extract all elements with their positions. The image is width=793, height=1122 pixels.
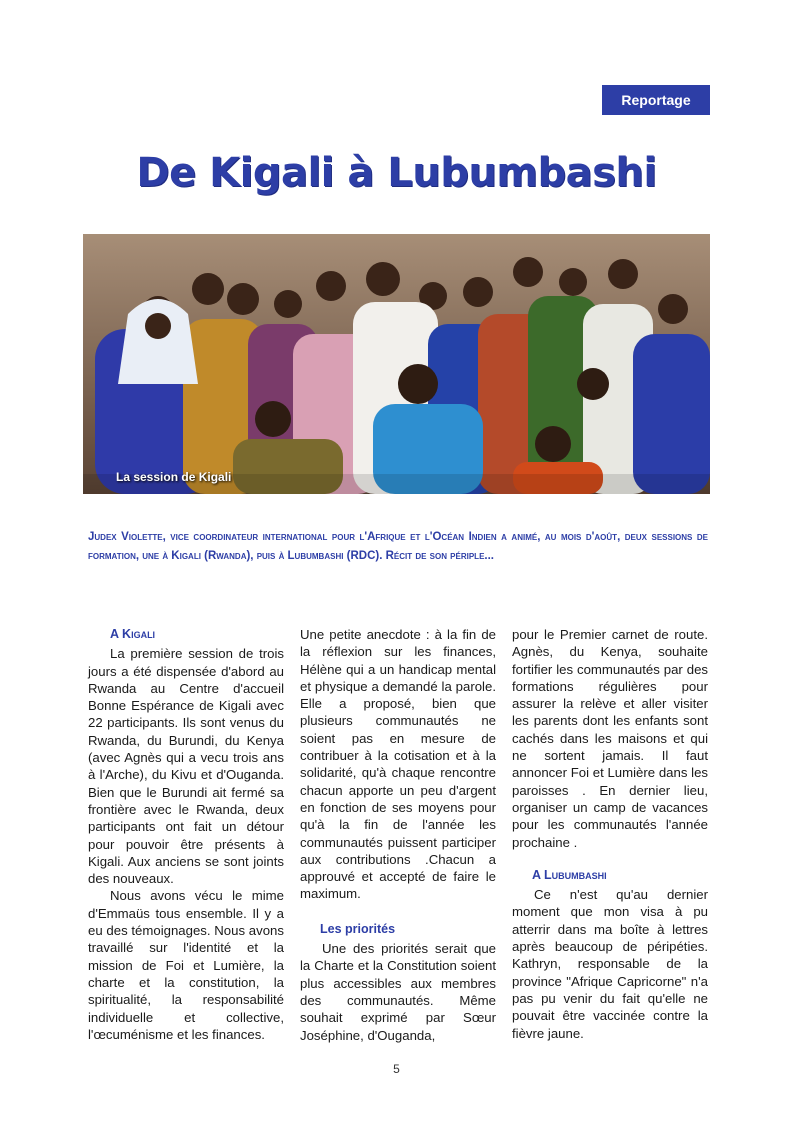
paragraph: pour le Premier carnet de route. Agnès, du Kenya, souhaite fortifier les communautés par des formations régulières pour assurer la relève et aller visiter les parents dont les enfants sont cachés dans les maisons et qui ne sortent jamais. Il faut annoncer Foi et Lumière dans les paroisses . En dernier lieu, organiser un camp de vacances pour les communautés l'année prochaine . [512, 627, 708, 850]
paragraph: Une des priorités serait que la Charte et la Constitution soient plus accessibles aux membres des communautés. Même souhait exprimé par Sœur Joséphine, d'Ouganda, [300, 941, 496, 1043]
section-heading-priorities: Les priorités [320, 921, 396, 936]
paragraph: Ce n'est qu'au dernier moment que mon visa à pu atterrir dans ma boîte à lettres après beaucoup de péripéties. Kathryn, responsable de la province "Afrique Capricorne" n'a pas pu venir du fait qu'elle ne pouvait être vaccinée contre la fièvre jaune. [512, 887, 708, 1041]
column-3 [512, 626, 708, 1042]
article-intro: Judex Violette, vice coordinateur international pour l'Afrique et l'Océan Indien a animé, au mois d'août, deux sessions de formation, une à Kigali (Rwanda), puis à Lubumbashi (RDC). Récit de son périple... [88, 531, 708, 562]
photo-caption: La session de Kigali [116, 470, 232, 484]
page-number: 5 [393, 1062, 400, 1076]
section-heading-lubumbashi: A Lubumbashi [532, 867, 607, 882]
column-1 [88, 626, 284, 1043]
group-photo-illustration [83, 234, 710, 494]
article-title: De Kigali à Lubumbashi [136, 150, 657, 196]
paragraph: La première session de trois jours a été dispensée d'abord au Rwanda au Centre d'accueil Bonne Espérance de Kigali avec 22 participants. Ils sont venus du Rwanda, du Burundi, du Kenya (avec Agnès qui a vecu trois ans à l'Arche), du Kivu et d'Ouganda. Bien que le Burundi ait fermé sa frontière avec le Rwanda, deux participants ont fait un détour pour pouvoir être présents à Kigali. Aux anciens se sont joints des nouveaux. [88, 646, 284, 887]
section-badge: Reportage [602, 85, 710, 115]
column-2 [300, 626, 496, 1044]
section-heading-kigali: A Kigali [110, 627, 156, 641]
paragraph: Une petite anecdote : à la fin de la réflexion sur les finances, Hélène qui a un handicap mental et physique a demandé la parole. Elle a proposé, bien que plusieurs communautés ne soient pas en mesure de contribuer à la cotisation et à la solidarité, qu'à chaque rencontre chacun apporte un peu d'argent en fonction de ses moyens pour qu'à la fin de l'année les communautés puissent participer aux contributions .Chacun a approuvé et accepté de faire le maximum. [300, 627, 496, 902]
group-photo [83, 234, 710, 494]
paragraph: Nous avons vécu le mime d'Emmaüs tous ensemble. Il y a eu des témoignages. Nous avons travaillé sur l'identité et la mission de Foi et Lumière, la charte et la constitution, la spiritualité, la responsabilité individuelle et collective, l'œcuménisme et les finances. [88, 888, 284, 1042]
